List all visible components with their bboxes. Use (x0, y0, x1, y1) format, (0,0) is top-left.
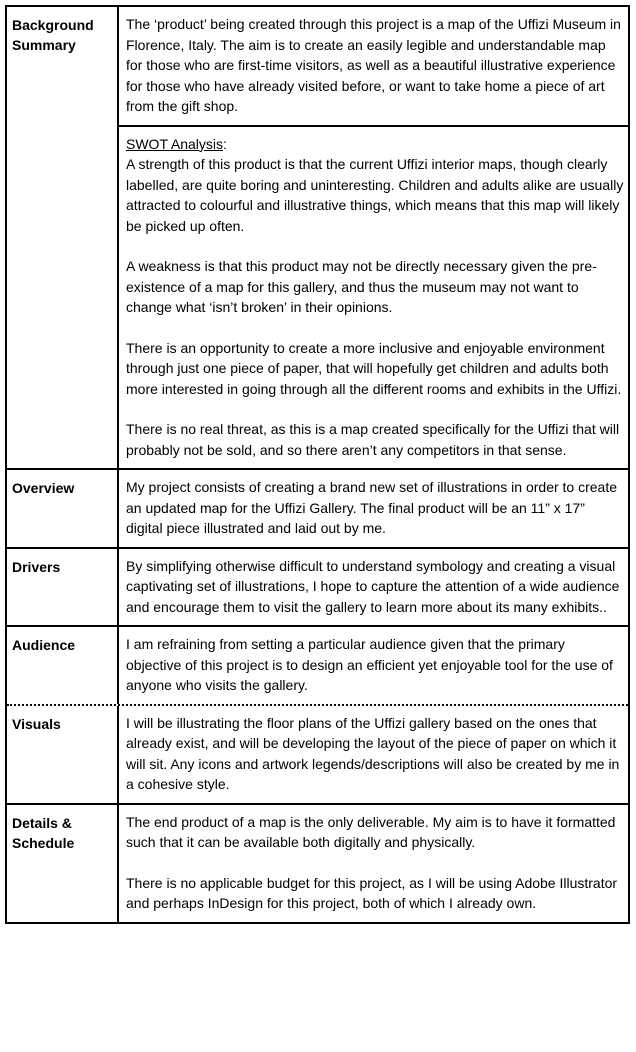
paragraph-deliverable: The end product of a map is the only deliverable. My aim is to have it formatted such that it can be available both digitally and physically. (126, 813, 616, 850)
row-visuals (7, 706, 628, 805)
paragraph-weakness: A weakness is that this product may not be directly necessary given the pre-existence of a map for this gallery, and thus the museum may not want to change what ‘isn’t broken’ in their opinions. (126, 258, 597, 315)
row-label: Details & Schedule (7, 805, 119, 922)
row-label: Audience (7, 627, 119, 704)
paragraph: By simplifying otherwise difficult to understand symbology and creating a visual captivating set of illustrations, I hope to capture the attention of a wide audience and encourage them to visit the gallery to learn more about its many exhibits.. (126, 557, 620, 615)
content-cell (119, 706, 628, 803)
project-brief-table (5, 5, 630, 924)
paragraph: My project consists of creating a brand new set of illustrations in order to create an updated map for the Uffizi Gallery. The final product will be an 11” x 17” digital piece illustrated and laid out by me. (126, 479, 618, 536)
row-content (119, 627, 628, 704)
row-content (119, 805, 628, 922)
row-label: Visuals (7, 706, 119, 803)
row-content (119, 7, 628, 468)
row-label: Background Summary (7, 7, 119, 468)
paragraph-budget: There is no applicable budget for this project, as I will be using Adobe Illustrator and perhaps InDesign for this project, both of which I already own. (126, 874, 618, 911)
swot-heading: SWOT Analysis (126, 135, 223, 152)
paragraph-threat: There is no real threat, as this is a map created specifically for the Uffizi that will probably not be sold, and so there aren’t any competitors in that sense. (126, 421, 620, 458)
row-background-summary (7, 7, 628, 470)
row-overview (7, 470, 628, 549)
content-cell (119, 7, 628, 125)
content-cell (119, 549, 628, 626)
row-content (119, 549, 628, 626)
row-label: Overview (7, 470, 119, 547)
content-cell (119, 627, 628, 704)
content-cell (119, 470, 628, 547)
swot-cell (119, 125, 628, 469)
row-content (119, 706, 628, 803)
swot-colon: : (223, 135, 227, 152)
paragraph-strength: A strength of this product is that the current Uffizi interior maps, though clearly labelled, are quite boring and uninteresting. Children and adults alike are usually attracted to colourful and illustrative things, which means that this map will likely be picked up often. (126, 156, 624, 234)
paragraph: The ‘product’ being created through this project is a map of the Uffizi Museum in Florence, Italy. The aim is to create an easily legible and understandable map for those who are first-time visitors, as well as a beautiful illustrative experience for those who have already visited before, or want to take home a piece of art from the gift shop. (126, 16, 621, 114)
row-label: Drivers (7, 549, 119, 626)
row-content (119, 470, 628, 547)
paragraph-opportunity: There is an opportunity to create a more inclusive and enjoyable environment through just one piece of paper, that will hopefully get children and adults both more interested in going through all the different rooms and exhibits in the Uffizi. (126, 339, 622, 397)
paragraph: I am refraining from setting a particular audience given that the primary objective of this project is to design an efficient yet enjoyable tool for the use of anyone who visits the gallery. (126, 636, 613, 693)
paragraph: I will be illustrating the floor plans of the Uffizi gallery based on the ones that already exist, and will be developing the layout of the piece of paper on which it will sit. Any icons and artwork legends/descriptions will also be created by me in a cohesive style. (126, 714, 620, 792)
row-drivers (7, 549, 628, 628)
row-details-schedule (7, 805, 628, 922)
swot-heading-line (126, 134, 624, 155)
row-audience (7, 627, 628, 706)
content-cell (119, 805, 628, 922)
